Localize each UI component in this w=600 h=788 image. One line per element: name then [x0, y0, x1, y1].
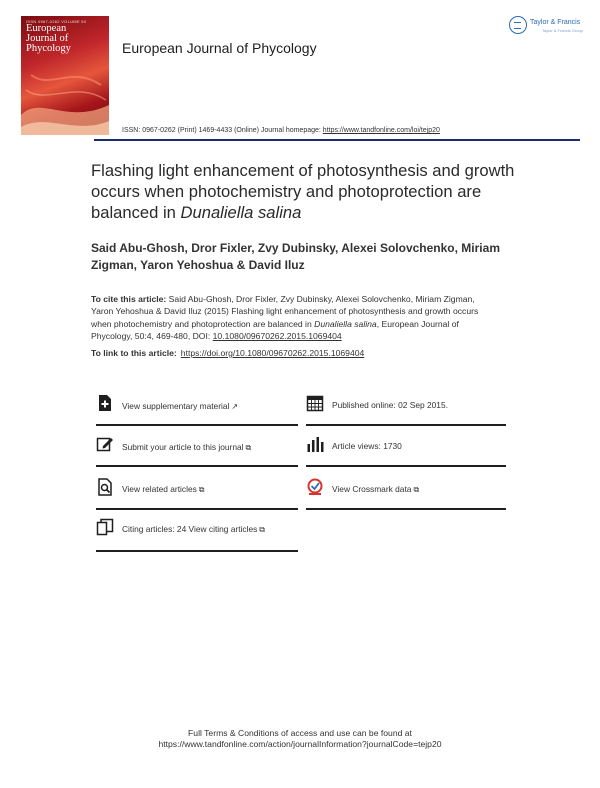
issn-line: [122, 127, 440, 134]
footer-terms-link[interactable]: https://www.tandfonline.com/action/journalInformation?journalCode=tejp20: [158, 739, 442, 749]
journal-cover-image: [21, 16, 109, 135]
article-link-line: [91, 348, 364, 358]
cover-title-line: Phycology: [26, 43, 71, 54]
cover-algae-art: [21, 55, 109, 135]
panel-divider: [306, 508, 506, 510]
supplementary-panel[interactable]: [96, 394, 298, 424]
article-title-species: Dunaliella salina: [180, 203, 302, 222]
external-link-icon: ⧉: [245, 443, 252, 452]
article-title: [91, 160, 541, 223]
cover-title-line: Journal of: [26, 33, 69, 44]
journal-homepage-link[interactable]: https://www.tandfonline.com/loi/tejp20: [322, 127, 440, 134]
publisher-logo-icon: [509, 16, 527, 34]
cover-small-text: ISSN 0967-0262 VOLUME 50: [26, 19, 87, 24]
citing-panel[interactable]: [96, 518, 298, 552]
journal-title[interactable]: European Journal of Phycology: [122, 40, 317, 56]
calendar-icon: [306, 394, 324, 412]
publisher-logo[interactable]: [509, 16, 587, 38]
documents-icon: [96, 518, 114, 536]
link-label: To link to this article:: [91, 348, 177, 358]
citing-label: Citing articles: 24 View citing articles: [122, 524, 258, 534]
crossmark-panel[interactable]: [306, 478, 506, 508]
external-link-icon: ⧉: [259, 525, 266, 534]
citation-text: Said Abu-Ghosh, Dror Fixler, Zvy Dubinsky, Alexei Solovchenko, Miriam Zigman, Yaron Yehoshua & David Iluz (2015) Flashing light enhancement of photosynthesis and growth occurs when photochemistry and photoprotection are balanced in: [91, 294, 479, 329]
bar-chart-icon: [306, 435, 324, 453]
views-label: Article views: 1730: [332, 441, 402, 451]
panel-divider: [96, 550, 298, 552]
published-panel: [306, 394, 506, 424]
document-search-icon: [96, 478, 114, 496]
submit-label: Submit your article to this journal: [122, 442, 244, 452]
panel-divider: [306, 424, 506, 426]
document-plus-icon: [96, 394, 114, 412]
panel-divider: [96, 424, 298, 426]
crossmark-icon: [306, 478, 324, 496]
citation-block: [91, 293, 496, 342]
related-label: View related articles: [122, 484, 197, 494]
publisher-tagline: Taylor & Francis Group: [542, 28, 583, 33]
publisher-name: Taylor & Francis: [530, 19, 581, 26]
panel-divider: [96, 508, 298, 510]
article-authors: Said Abu-Ghosh, Dror Fixler, Zvy Dubinsky, Alexei Solovchenko, Miriam Zigman, Yaron Yehoshua & David Iluz: [91, 241, 500, 272]
external-link-icon: ⧉: [198, 485, 205, 494]
panel-divider: [96, 465, 298, 467]
cover-title-line: European: [26, 23, 67, 34]
article-doi-link[interactable]: https://doi.org/10.1080/09670262.2015.1069404: [180, 348, 365, 358]
citation-label: To cite this article:: [91, 294, 167, 304]
related-panel[interactable]: [96, 478, 298, 508]
submit-panel[interactable]: [96, 435, 298, 465]
cover-title: [26, 24, 106, 54]
header-divider: [94, 139, 580, 141]
panel-divider: [306, 465, 506, 467]
citation-doi-link[interactable]: 10.1080/09670262.2015.1069404: [212, 330, 342, 341]
crossmark-label: View Crossmark data: [332, 484, 412, 494]
article-title-text: Flashing light enhancement of photosynthesis and growth occurs when photochemistry and photoprotection are balanced in: [91, 161, 515, 222]
edit-icon: [96, 435, 114, 453]
citation-species: Dunaliella salina: [314, 318, 377, 329]
footer-terms-text: Full Terms & Conditions of access and use can be found at: [188, 728, 412, 738]
views-panel: [306, 435, 506, 465]
external-link-icon: ↗: [231, 402, 239, 411]
external-link-icon: ⧉: [413, 485, 420, 494]
footer: [0, 728, 600, 750]
issn-text: ISSN: 0967-0262 (Print) 1469-4433 (Online) Journal homepage:: [122, 127, 323, 134]
citation-text: , European Journal of Phycology, 50:4, 469-480, DOI:: [91, 318, 459, 341]
supplementary-label: View supplementary material: [122, 401, 230, 411]
published-label: Published online: 02 Sep 2015.: [332, 400, 448, 410]
